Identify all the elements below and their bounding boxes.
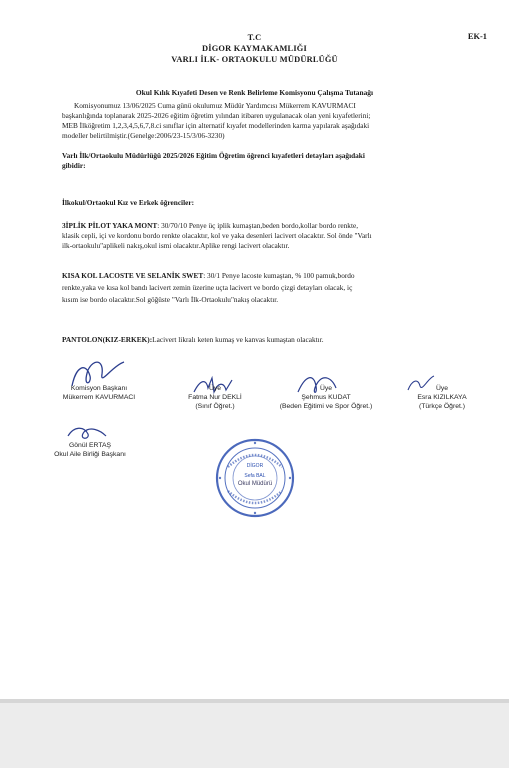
- mont-label: 3İPLİK PİLOT YAKA MONT: [62, 221, 158, 230]
- signature-name: Esra KIZILKAYA: [417, 394, 467, 401]
- header-kaymakamlik: DİGOR KAYMAKAMLIĞI: [202, 44, 307, 53]
- signature-chair: [44, 384, 154, 402]
- signature-title: (Sınıf Öğret.): [195, 403, 235, 410]
- intro-line: başkanlığında toplanarak 2025-2026 eğitim öğretim yılından itibaren uygulanacak olan yeni kıyafetlerini;: [62, 111, 371, 120]
- signature-parent-rep: [30, 441, 150, 459]
- signature-role: Üye: [208, 385, 222, 392]
- mont-line: ilk-ortaokulu"aplikeli nakış,okul ismi olacaktır.Aplike rengi lacivert olacaktır.: [62, 241, 290, 250]
- mont-text: : 30/70/10 Penye üç iplik kumaştan,beden bordo,kollar bordo renkte,: [157, 221, 359, 230]
- signature-role: Üye: [319, 385, 333, 392]
- signature-title: (Beden Eğitimi ve Spor Öğret.): [279, 403, 373, 410]
- intro-line: modeller belirtilmiştir.(Genelge:2006/23-15/3/06-3230): [62, 131, 225, 140]
- signature-name: Mükerrem KAVURMACI: [62, 394, 136, 401]
- students-heading: İlkokul/Ortaokul Kız ve Erkek öğrenciler:: [62, 198, 195, 207]
- signature-role: Komisyon Başkanı: [70, 385, 128, 392]
- details-heading-line: Varlı İlk/Ortaokulu Müdürlüğü 2025/2026 Eğitim Öğretim öğrenci kıyafetleri detayları aşağıdaki: [62, 151, 365, 160]
- mont-paragraph: [62, 221, 462, 251]
- official-stamp: [214, 437, 296, 519]
- signature-role: Üye: [435, 385, 449, 392]
- intro-line: MEB İlköğretim 1,2,3,4,5,6,7,8.ci sınıflar için alternatif kıyafet modellerinden karma yapılarak aşağıdaki: [62, 121, 370, 130]
- stamp-top-text: DİGOR: [246, 463, 264, 469]
- lacoste-paragraph: [62, 270, 462, 306]
- signature-member-2: [256, 384, 396, 411]
- signature-member-3: [392, 384, 492, 411]
- pantolon-text: Lacivert likralı keten kumaş ve kanvas kumaştan olacaktır.: [152, 335, 324, 344]
- viewer-background: [0, 703, 509, 768]
- signature-name: Şehmus KUDAT: [301, 394, 351, 401]
- lacoste-line: renkte,yaka ve kısa kol bandı lacivert zemin üzerine uçta lacivert ve bordo çizgi detayları olacak, iç: [62, 283, 353, 292]
- signature-name: Fatma Nur DEKLİ: [188, 394, 242, 401]
- lacoste-label: KISA KOL LACOSTE VE SELANİK SWET: [62, 271, 204, 280]
- pantolon-paragraph: [62, 335, 462, 345]
- header-tc: T.C: [247, 33, 262, 42]
- details-heading: [62, 151, 462, 171]
- parent-rep-role: Okul Aile Birliği Başkanı: [54, 451, 126, 458]
- stamp-sub-text: Sefa BAL: [244, 473, 266, 479]
- header-school: VARLI İLK- ORTAOKULU MÜDÜRLÜĞÜ: [171, 55, 338, 64]
- parent-rep-name: Gönül ERTAŞ: [68, 442, 112, 449]
- lacoste-line: kısım ise bordo olacaktır.Sol göğüste "Varlı İlk-Ortaokulu"nakış olacaktır.: [62, 295, 279, 304]
- lacoste-text: : 30/1 Penye lacoste kumaştan, % 100 pamuk,bordo: [203, 271, 355, 280]
- intro-line: Komisyonumuz 13/06/2025 Cuma günü okulumuz Müdür Yardımcısı Mükerrem KAVURMACI: [74, 101, 356, 110]
- pantolon-label: PANTOLON(KIZ-ERKEK):: [62, 335, 153, 344]
- signature-member-1: [160, 384, 270, 411]
- intro-paragraph: [62, 101, 462, 141]
- stamp-center-text: Okul Müdürü: [237, 481, 273, 487]
- signature-title: (Türkçe Öğret.): [418, 403, 466, 410]
- mont-line: klasik cepli, içi ve kordonu bordo renkte olacaktır, kol ve yaka desenleri lacivert olacaktır. Sol önde "Varlı: [62, 231, 372, 240]
- annex-label: EK-1: [467, 32, 487, 41]
- document-title: Okul Kılık Kıyafeti Desen ve Renk Belirleme Komisyonu Çalışma Tutanağı: [135, 88, 374, 97]
- details-heading-line: gibidir:: [62, 161, 86, 170]
